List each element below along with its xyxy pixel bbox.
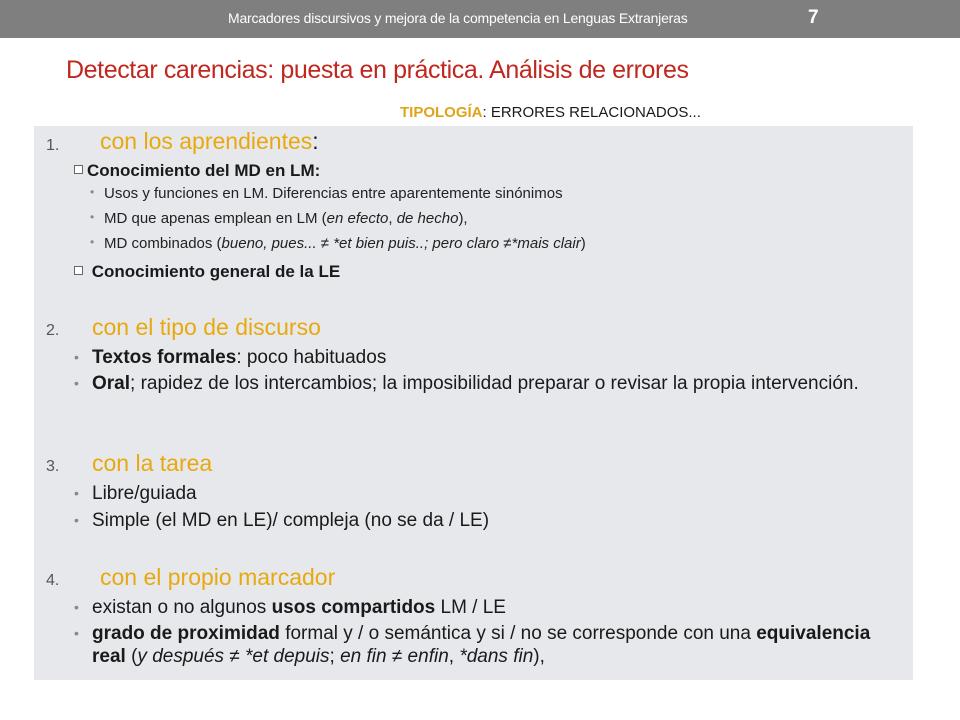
checklist-item [74, 262, 340, 282]
header-bar [0, 0, 960, 38]
subtitle-prefix: TIPOLOGÍA [400, 104, 483, 121]
section-title: con la tarea [92, 450, 213, 476]
list-item-rest: ; [329, 646, 341, 667]
section-title-text: con los aprendientes [100, 128, 313, 154]
section-title: con el tipo de discurso [92, 314, 321, 340]
section-number: 3. [46, 458, 60, 475]
page-number: 7 [808, 7, 819, 28]
list-item-bold: grado de proximidad [92, 623, 280, 644]
bullet-icon: • [74, 599, 79, 615]
sub-item-text: ) [580, 235, 586, 252]
sub-item-text: Usos y funciones en LM. Diferencias entre aparentemente sinónimos [104, 185, 563, 202]
list-item-emphasis: y después ≠ *et depuis [137, 646, 330, 667]
square-bullet-icon [74, 266, 83, 275]
bullet-icon: • [74, 485, 79, 501]
sub-item [90, 210, 468, 227]
slide-title: Detectar carencias: puesta en práctica. Análisis de errores [66, 56, 689, 84]
square-bullet-icon [74, 165, 83, 174]
list-item-bold: Textos formales [92, 347, 237, 368]
header-text: Marcadores discursivos y mejora de la competencia en Lenguas Extranjeras [228, 10, 688, 26]
list-item-bold: Oral [92, 373, 131, 394]
list-item [74, 509, 894, 532]
list-item-rest: ( [125, 646, 138, 667]
list-item-emphasis: *dans fin [459, 646, 534, 667]
list-item [74, 482, 894, 505]
list-item-text [92, 622, 894, 668]
section-number: 1. [46, 137, 60, 154]
checklist-item-text: Conocimiento del MD en LM: [87, 161, 321, 180]
list-item [74, 346, 894, 369]
list-item-rest: LM / LE [435, 597, 506, 618]
section-title [100, 128, 319, 155]
list-item-text [92, 372, 894, 395]
subtitle-rest: ERRORES RELACIONADOS... [486, 104, 701, 121]
checklist-item [74, 161, 320, 181]
bullet-icon: • [90, 185, 95, 199]
section-number: 2. [46, 322, 60, 339]
bullet-icon: • [90, 235, 95, 249]
bullet-icon: • [90, 210, 95, 224]
subtitle [400, 104, 701, 121]
list-item-rest: formal y / o semántica y si / no se corresponde con una [279, 623, 757, 644]
list-item-bold: usos compartidos [271, 597, 436, 618]
list-item-rest: ; rapidez de los intercambios; la imposibilidad preparar o revisar la propia intervención. [130, 373, 859, 394]
list-item [74, 622, 894, 668]
list-item-text: Simple (el MD en LE)/ compleja (no se da / LE) [92, 510, 490, 531]
sub-item [90, 235, 586, 252]
list-item-text [92, 346, 894, 369]
subtitle-colon: : [482, 104, 487, 121]
sub-item-text: ), [458, 210, 468, 227]
content-box [34, 126, 913, 680]
bullet-icon: • [74, 625, 79, 641]
section-title: con el propio marcador [100, 564, 336, 590]
list-item [74, 372, 894, 395]
list-item-rest: : poco habituados [236, 347, 387, 368]
list-item-bold: equivalencia real [92, 623, 871, 667]
list-item-rest: existan o no algunos [92, 597, 272, 618]
bullet-icon: • [74, 375, 79, 391]
sub-item-emphasis: en efecto [326, 210, 389, 227]
sub-item-text: MD combinados ( [104, 235, 222, 252]
bullet-icon: • [74, 512, 79, 528]
list-item-text [92, 596, 894, 619]
checklist-item-text: Conocimiento general de la LE [91, 262, 341, 281]
sub-item-emphasis: de hecho [396, 210, 459, 227]
section-number: 4. [46, 572, 60, 589]
section-title-colon: : [312, 128, 319, 154]
sub-item [90, 185, 563, 202]
sub-item-text: , [388, 210, 397, 227]
list-item-emphasis: en fin ≠ enfin [340, 646, 449, 667]
list-item-rest: , [448, 646, 460, 667]
sub-item-emphasis: bueno, pues... ≠ *et bien puis..; pero claro ≠*mais clair [221, 235, 581, 252]
list-item-rest: ), [533, 646, 545, 667]
list-item-text: Libre/guiada [92, 483, 197, 504]
bullet-icon: • [74, 349, 79, 365]
sub-item-text: MD que apenas emplean en LM ( [104, 210, 327, 227]
list-item [74, 596, 894, 619]
